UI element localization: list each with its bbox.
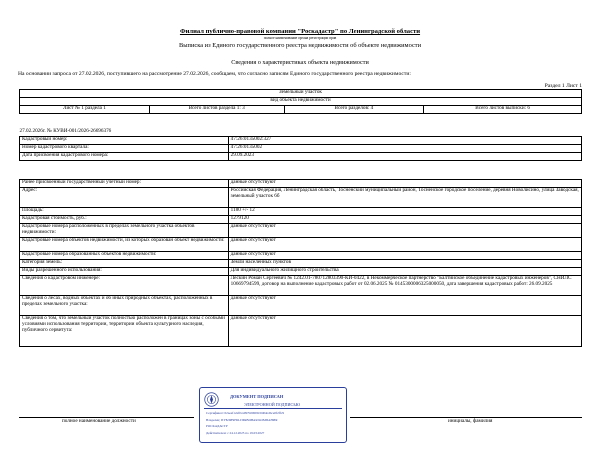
details-table — [19, 179, 582, 347]
row-label: Кадастровые номера объектов недвижимости, из которых образован объект недвижимости: — [20, 238, 229, 252]
org-subtitle: полное наименование органа регистрации прав — [263, 36, 337, 40]
table-row — [20, 296, 582, 316]
e-signature-stamp — [199, 387, 347, 443]
extract-number-row — [20, 129, 582, 137]
table-row — [20, 316, 582, 347]
sections-total: Всего разделов: 4 — [284, 106, 424, 114]
row-label: Виды разрешенного использования: — [20, 268, 229, 276]
emblem-icon — [204, 392, 219, 407]
stamp-owner-line2: РОСКАДАСТР — [206, 424, 228, 428]
table-row — [20, 224, 582, 238]
row-label: Кадастровые номера расположенных в пределах земельного участка объектов недвижимости: — [20, 224, 229, 238]
row-label: Сведения о лесах, водных объектах и об иных природных объектах, расположенных в пределах земельного участка: — [20, 296, 229, 316]
row-value: данные отсутствуют — [228, 296, 581, 316]
row-value: 47:26:0135002:327 — [228, 137, 581, 145]
row-label: Кадастровая стоимость, руб.: — [20, 216, 229, 224]
row-value: 47:26:0135002 — [228, 145, 581, 153]
table-row — [20, 208, 582, 216]
row-label: Категория земель: — [20, 260, 229, 268]
table-row — [20, 188, 582, 208]
section-page-number: Раздел 1 Лист 1 — [544, 83, 582, 89]
row-value: Для индивидуального жилищного строительства — [228, 268, 581, 276]
row-label: Площадь: — [20, 208, 229, 216]
row-label: Адрес: — [20, 188, 229, 208]
sheet-number: Лист № 1 раздела 1 — [20, 106, 150, 114]
row-label: Дата присвоения кадастрового номера: — [20, 153, 229, 161]
stamp-validity: Действителен: с 24.12.2025 по 19.03.2027 — [206, 431, 265, 435]
table-row — [20, 137, 582, 145]
row-value: 1279120 — [228, 216, 581, 224]
org-name: Филиал публично-правовой компании "Роскадастр" по Ленинградской области — [179, 28, 421, 35]
row-value: данные отсутствуют — [228, 238, 581, 252]
row-value: данные отсутствуют — [228, 252, 581, 260]
sheets-total: Всего листов выписки: 6 — [424, 106, 582, 114]
extract-number: 27.02.2026г. № КУВИ-001/2026-26696376 — [19, 128, 112, 134]
table-row — [20, 238, 582, 252]
sheets-in-section: Всего листов раздела 1: 3 — [149, 106, 284, 114]
table-row — [20, 252, 582, 260]
section-title: Сведения о характеристиках объекта недвижимости — [231, 59, 369, 66]
basic-info-table — [19, 129, 582, 161]
row-label: Сведения о кадастровом инженере: — [20, 276, 229, 296]
table-row — [20, 276, 582, 296]
intro-text: На основании запроса от 27.02.2026, поступившего на рассмотрение 27.02.2026, сообщаем, что согласно записям Единого государственного реестра недвижимости: — [18, 71, 411, 77]
stamp-divider — [204, 408, 342, 409]
row-value: данные отсутствуют — [228, 224, 581, 238]
stamp-certificate: Сертификат: 02aeef12af0ca097b00000c0d0abdbce0f2ffc9 — [206, 411, 284, 415]
row-value: Земли населенных пунктов — [228, 260, 581, 268]
row-label: Кадастровый номер: — [20, 137, 229, 145]
object-type: Земельный участок — [20, 90, 582, 98]
stamp-owner: Владелец: ПУБЛИЧНО-ПРАВОВАЯ КОМПАНИЯ — [206, 418, 278, 422]
row-value: Российская Федерация, Ленинградская область, Тосненский муниципальный район, Тосненское городское поселение, деревня Новолисино, улица Заводская, земельный участок 6б — [228, 188, 581, 208]
stamp-title: ДОКУМЕНТ ПОДПИСАН — [230, 394, 284, 399]
row-value: 29.09.2023 — [228, 153, 581, 161]
row-label: Ранее присвоенный государственный учетный номер: — [20, 180, 229, 188]
row-value: 1180 +/- 12 — [228, 208, 581, 216]
document-title: Выписка из Единого государственного реестра недвижимости об объекте недвижимости — [178, 42, 421, 49]
row-value: Лескин Роман Сергеевич № 1242.01-780712803390-КИ-0422, в Некоммерческое партнерство "Балтийское объединение кадастровых инженеров", СНИЛС 10669794599, договор на выполнение кадастровых работ от 02.06.2025 № 0145300006325000050, дата завершения кадастровых работ: 26.09.2025 — [228, 276, 581, 296]
row-value: данные отсутствуют — [228, 180, 581, 188]
row-label: Номер кадастрового квартала: — [20, 145, 229, 153]
table-row — [20, 153, 582, 161]
sheet-info-row — [20, 106, 582, 114]
position-label: полное наименование должности — [62, 418, 136, 424]
object-header-table — [19, 89, 582, 114]
name-label: инициалы, фамилия — [448, 418, 493, 424]
object-type-caption: вид объекта недвижимости — [20, 98, 582, 106]
row-value: данные отсутствуют — [228, 316, 581, 347]
row-label: Сведения о том, что земельный участок полностью расположен в границах зоны с особыми условиями использования территории, территории объекта культурного наследия, публичного сервитута: — [20, 316, 229, 347]
row-label: Кадастровые номера образованных объектов недвижимости: — [20, 252, 229, 260]
stamp-subtitle: ЭЛЕКТРОННОЙ ПОДПИСЬЮ — [244, 402, 301, 407]
